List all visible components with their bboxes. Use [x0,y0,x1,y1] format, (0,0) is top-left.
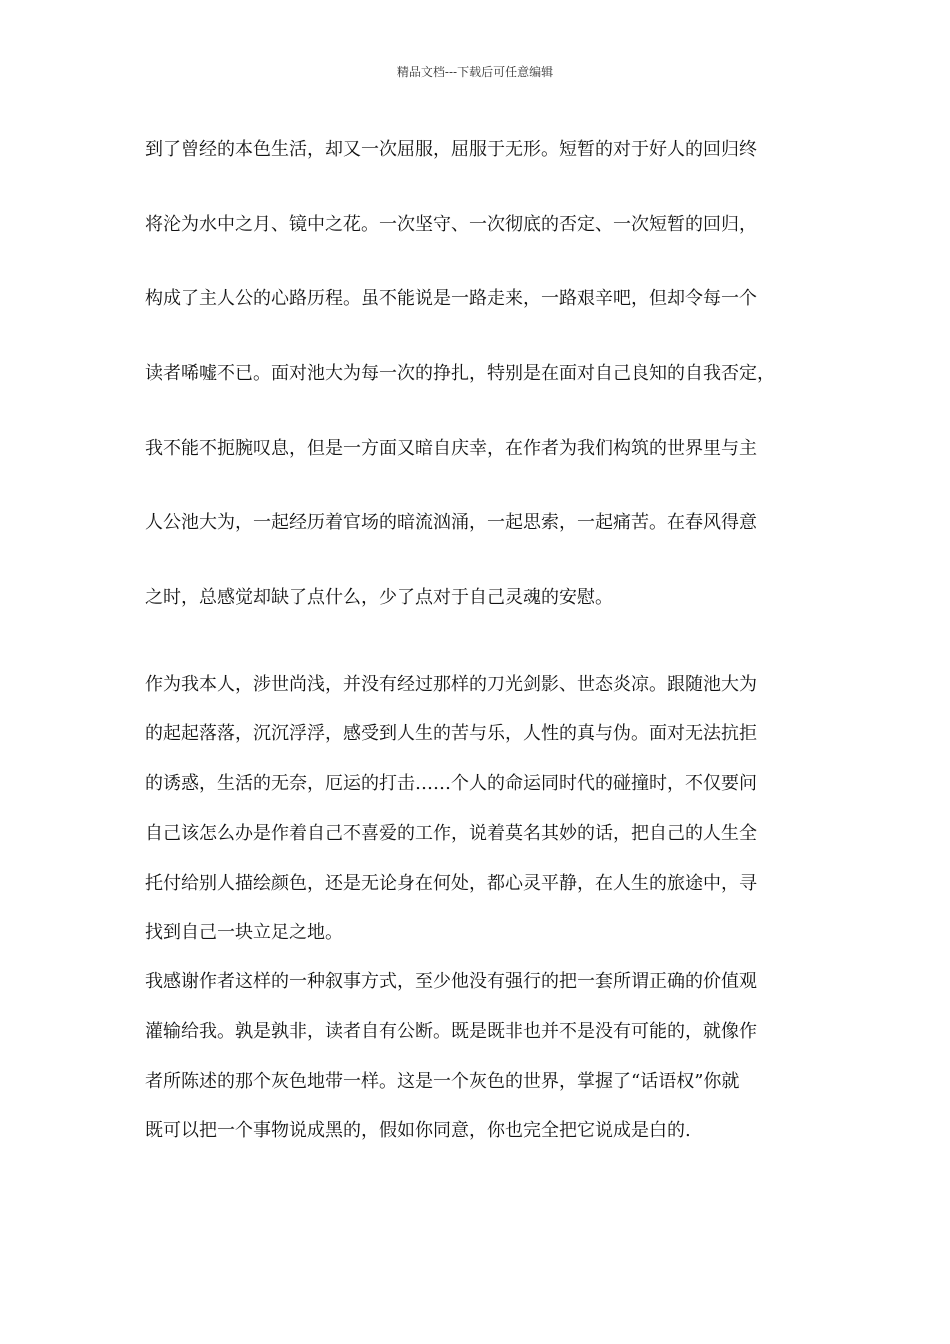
text-line: 作为我本人，涉世尚浅，并没有经过那样的刀光剑影、世态炎凉。跟随池大为 [145,674,757,695]
text-line: 人公池大为，一起经历着官场的暗流汹涌，一起思索，一起痛苦。在春风得意 [145,512,757,533]
text-line: 托付给别人描绘颜色，还是无论身在何处，都心灵平静，在人生的旅途中，寻 [145,873,757,894]
text-line: 灌输给我。孰是孰非，读者自有公断。既是既非也并不是没有可能的，就像作 [145,1021,757,1042]
page-header: 精品文档---下载后可任意编辑 [396,65,554,79]
text-line: 的诱惑，生活的无奈，厄运的打击……个人的命运同时代的碰撞时，不仅要问 [145,773,757,794]
text-line: 读者唏嘘不已。面对池大为每一次的挣扎，特别是在面对自己良知的自我否定， [145,363,775,384]
text-line: 到了曾经的本色生活，却又一次屈服，屈服于无形。短暂的对于好人的回归终 [145,139,757,160]
text-line: 自己该怎么办是作着自己不喜爱的工作，说着莫名其妙的话，把自己的人生全 [145,823,757,844]
text-line: 将沦为水中之月、镜中之花。一次坚守、一次彻底的否定、一次短暂的回归， [145,214,757,235]
text-line: 我感谢作者这样的一种叙事方式，至少他没有强行的把一套所谓正确的价值观 [145,971,757,992]
text-line: 者所陈述的那个灰色地带一样。这是一个灰色的世界，掌握了“话语权”你就 [145,1071,740,1092]
text-line: 既可以把一个事物说成黑的，假如你同意，你也完全把它说成是白的. [145,1120,691,1141]
text-line: 之时，总感觉却缺了点什么，少了点对于自己灵魂的安慰。 [145,587,613,608]
text-line: 的起起落落，沉沉浮浮，感受到人生的苦与乐，人性的真与伪。面对无法抗拒 [145,723,757,744]
text-line: 构成了主人公的心路历程。虽不能说是一路走来，一路艰辛吧，但却令每一个 [145,288,757,309]
text-line: 我不能不扼腕叹息，但是一方面又暗自庆幸，在作者为我们构筑的世界里与主 [145,438,757,459]
text-line: 找到自己一块立足之地。 [145,922,343,943]
